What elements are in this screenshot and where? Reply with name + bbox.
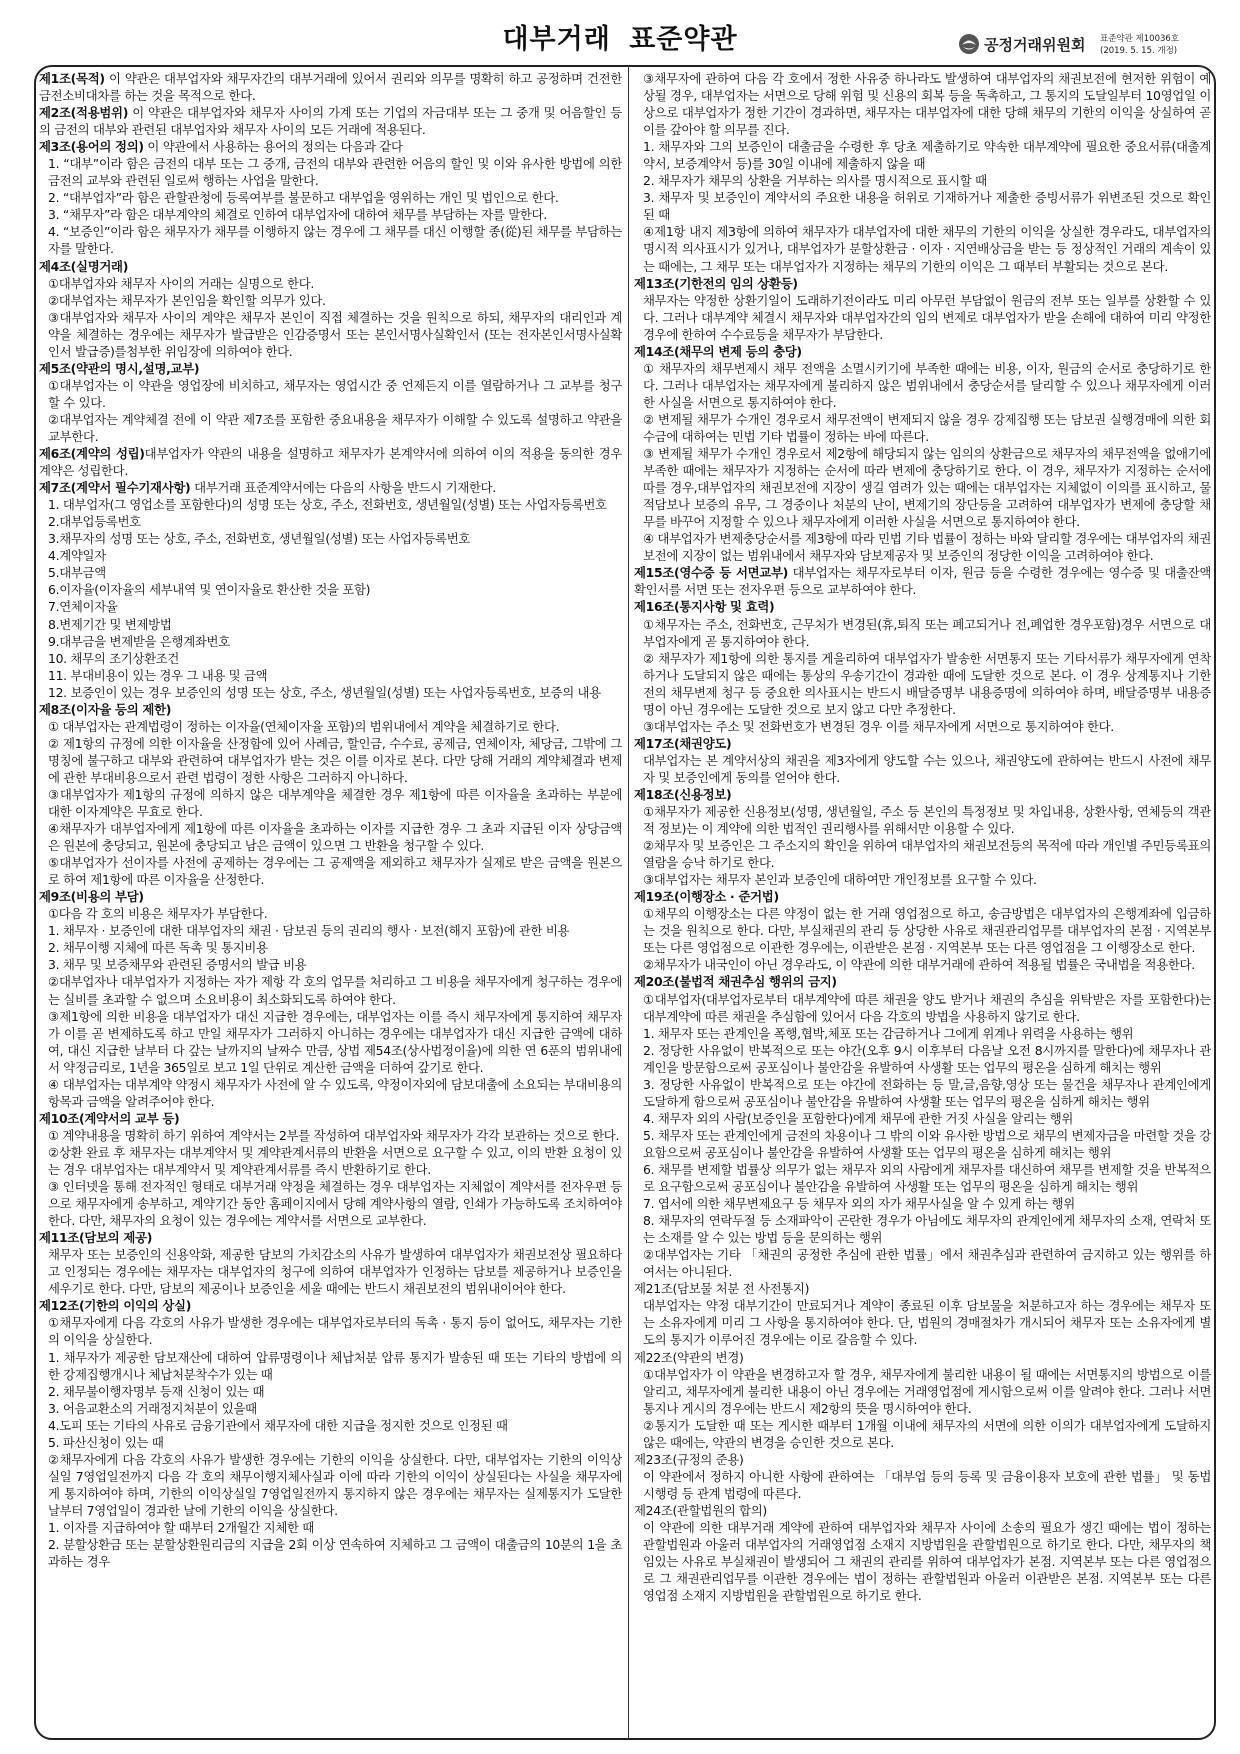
article-heading [38,888,622,905]
paragraph-text: ⑤대부업자가 선이자를 사전에 공제하는 경우에는 그 공제액을 제외하고 채무자가 실제로 받은 금액을 원본으로 하여 제1항에 따른 이자율을 산정한다. [48,855,622,888]
paragraph [38,564,622,581]
title-part-1: 대부거래 [502,24,611,55]
paragraph-text: 12. 보증인이 있는 경우 보증인의 성명 또는 상호, 주소, 생년월일(성별) 또는 사업자등록번호, 보증의 내용 [48,684,601,700]
paragraph [633,360,1211,411]
paragraph [633,1297,1211,1348]
article-title: 제11조(담보의 제공) [39,1230,153,1246]
article-heading [633,1502,1211,1519]
paragraph-text: 9.대부금을 변제받을 은행계좌번호 [48,633,230,649]
article-title: 제17조(채권양도) [634,735,732,751]
article-heading [38,479,622,496]
paragraph [38,650,622,667]
paragraph-text: ③대부업자는 주소 및 전화번호가 변경된 경우 이를 채무자에게 서면으로 통지하여야 한다. [643,718,1114,734]
article-title: 제24조(관할법원의 합의) [634,1502,767,1518]
paragraph-text: ②대부업자는 계약체결 전에 이 약관 제7조를 포함한 중요내용을 채무자가 이해할 수 있도록 설명하고 약관을 교부한다. [48,411,622,444]
paragraph [38,1400,622,1417]
paragraph-text: 이 약관은 대부업자와 채무자간의 대부거래에 있어서 권리와 의무를 명확히 하고 공정하며 건전한 금전소비대차를 하는 것을 목적으로 한다. [39,71,622,104]
column-divider [628,66,629,1738]
paragraph-text: 2. “대부업자”라 함은 관할관청에 등록여부를 불문하고 대부업을 영위하는 개인 및 법인으로 한다. [48,190,559,206]
paragraph-text: 3. “채무자”라 함은 대부계약의 체결로 인하여 대부업자에 대하여 채무를 부담하는 자를 말한다. [48,207,547,223]
paragraph-text: 3. 정당한 사유없이 반복적으로 또는 야간에 전화하는 등 말,글,음향,영상 또는 물건을 채무자나 관계인에게 도달하게 함으로써 공포심이나 불안감을 유발하여 사생활 또는 업무의 평온을 심하게 해치는 행위 [643,1076,1211,1109]
paragraph [633,445,1211,530]
paragraph [633,803,1211,837]
paragraph-text: ④ 대부업자가 변제충당순서를 제3항에 따라 민법 기타 법률이 정하는 바와 달리할 경우에는 대부업자의 채권보전에 지장이 없는 범위내에서 채무자와 담보제공자 및 보증인의 정당한 이익을 고려하여야 한다. [643,531,1211,564]
article-heading [38,1297,622,1314]
paragraph-text: 6. 채무를 변제할 법률상 의무가 없는 채무자 외의 사람에게 채무자를 대신하여 채무를 변제할 것을 반복적으로 요구함으로써 공포심이나 불안감을 유발하여 사생활 또는 업무의 평온을 심하게 해치는 행위 [643,1162,1211,1195]
paragraph-text: 이 약관에 의한 대부거래 계약에 관하여 대부업자와 채무자 사이에 소송의 필요가 생긴 때에는 법이 정하는 관할법원과 아울러 대부업자의 거래영업점 소재지 지방법원을 관할법원으로 하기로 한다. 다만, 채무자의 책임있는 사유로 부실채권이 발생되어 그 채권의 관리를 위하여 대부업자가 본점. 지역본부 또는 다른 영업점으로 그 채권관리업무를 이관한 경우에는 법이 정하는 관할법원과 아울러 이관받은 본점. 지역본부 또는 다른 영업점 소재지 지방법원을 관할법원으로 하기로 한다. [643,1519,1211,1604]
paragraph [38,905,622,922]
article-heading [633,598,1211,615]
paragraph [633,1468,1211,1502]
paragraph [633,1127,1211,1161]
paragraph [38,939,622,956]
paragraph-text: 대부업자는 약정 대부기간이 만료되거나 계약이 종료된 이후 담보물을 처분하고자 하는 경우에는 채무자 또는 소유자에게 미리 그 사항을 통지하여야 한다. 단, 법원의 경매절차가 개시되어 채무자 또는 소유자에게 별도의 통지가 이루어진 경우에는 이로 갈음할 수 있다. [643,1298,1211,1348]
page-header [0,0,1240,62]
paragraph-text: ④ 대부업자는 대부계약 약정시 채무자가 사전에 알 수 있도록, 약정이자외에 담보대출에 소요되는 부대비용의 항목과 금액을 알려주어야 한다. [48,1076,622,1109]
paragraph-text: ①대부업자(대부업자로부터 대부계약에 따른 채권을 양도 받거나 채권의 추심을 위탁받은 자를 포함한다)는 대부계약에 따른 채권을 추심함에 있어서 다음 각호의 방법을 사용하지 않기로 한다. [643,991,1211,1024]
paragraph [38,922,622,939]
paragraph-text: 대부업자는 채무자로부터 이자, 원금 등을 수령한 경우에는 영수증 및 대출잔액 확인서를 서면 또는 전자우편 등으로 교부하여야 한다. [634,565,1211,598]
paragraph-text: 11. 부대비용이 있는 경우 그 내용 및 금액 [48,667,268,683]
paragraph-text: 1. 채무자가 제공한 담보재산에 대하여 압류명령이나 체납처분 압류 통지가 발송된 때 또는 기타의 방법에 의한 강제집행개시나 체납처분착수가 있는 때 [48,1349,622,1382]
paragraph [38,1144,622,1178]
article-title: 제21조(담보물 처분 전 사전통지) [634,1281,810,1297]
paragraph [633,1366,1211,1417]
paragraph [38,1451,622,1519]
paragraph [633,1195,1211,1212]
article-title: 제4조(실명거래) [39,258,129,274]
paragraph [38,206,622,223]
paragraph-text: ② 변제될 채무가 수개인 경우로서 채무전액이 변제되지 않을 경우 강제집행 또는 담보권 실행경매에 의한 회수금에 대하여는 민법 기타 법률이 정하는 바에 따른다. [643,411,1211,444]
paragraph-text: 1. 대부업자(그 영업소를 포함한다)의 성명 또는 상호, 주소, 전화번호, 생년월일(성별) 또는 사업자등록번호 [48,497,607,513]
article-heading [633,1349,1211,1366]
paragraph [633,1076,1211,1110]
paragraph [38,1536,622,1570]
paragraph-text: ③제1항에 의한 비용을 대부업자가 대신 지급한 경우에는, 대부업자는 이를 즉시 채무자에게 통지하여 채무자가 이를 곧 변제하도록 하고 만일 채무자가 그러하지 아니하는 경우에는 대부업자가 대신 지급한 금액에 대하여, 대신 지급한 날부터 다 갚는 날까지의 날짜수 만큼, 상법 제54조(상사법정이율)에 의한 연 6푼의 범위내에서 약정금리로, 1년을 365일로 보고 1일 단위로 계산한 금액을 더하여 갚기로 한다. [48,1008,622,1075]
paragraph [633,1212,1211,1246]
article-title: 제9조(비용의 부담) [39,889,144,905]
revision-date: (2019. 5. 15. 개정) [1100,46,1178,56]
article-title: 제3조(용어의 정의) [39,139,144,155]
paragraph-text: ③대부업자는 채무자 본인과 보증인에 대하여만 개인정보를 요구할 수 있다. [643,872,1037,888]
paragraph [633,172,1211,189]
article-heading [38,1110,622,1127]
article-heading [38,104,622,138]
paragraph [633,752,1211,786]
paragraph [633,1025,1211,1042]
ftc-logo [958,33,1085,55]
paragraph [38,1178,622,1229]
article-heading [633,888,1211,905]
paragraph [38,854,622,888]
document-meta [1100,33,1179,57]
article-heading [38,1229,622,1246]
paragraph-text: 이 약관에서 사용하는 용어의 정의는 다음과 같다 [143,139,403,155]
paragraph-text: ①다음 각 호의 비용은 채무자가 부담한다. [48,906,268,922]
paragraph-text: 이 약관에서 정하지 아니한 사항에 관하여는 「대부업 등의 등록 및 금융이용자 보호에 관한 법률」 및 동법 시행령 등 관계 법령에 따른다. [643,1468,1211,1501]
article-heading [38,138,622,155]
paragraph-text: ③대부업자와 채무자 사이의 계약은 채무자 본인이 직접 체결하는 것을 원칙으로 하되, 채무자의 대리인과 계약을 체결하는 경우에는 채무자가 발급받은 인감증명서 또는 본인서명사실확인서 (또는 전자본인서명사실확인서 발급증)를첨부한 위임장에 의하여야 한다. [48,309,622,359]
paragraph-text: ①대부업자는 이 약관을 영업장에 비치하고, 채무자는 영업시간 중 언제든지 이를 열람하거나 그 교부를 청구할 수 있다. [48,377,622,410]
paragraph [38,377,622,411]
paragraph [38,275,622,292]
paragraph [38,292,622,309]
paragraph-text: ①채무의 이행장소는 다른 약정이 없는 한 거래 영업점으로 하고, 송금방법은 대부업자의 은행계좌에 입금하는 것을 원칙으로 한다. 다만, 부실채권의 관리 등 상당한 사유로 채권관리업무를 대부업자의 본점 · 지역본부 또는 다른 영업점으로 이관한 경우에는, 이관받은 본점 · 지역본부 또는 다른 영업점을 그 이행장소로 한다. [643,906,1211,956]
paragraph [633,1042,1211,1076]
paragraph [633,991,1211,1025]
article-heading [633,786,1211,803]
paragraph [38,155,622,189]
ftc-emblem-icon [958,33,980,55]
paragraph [38,1076,622,1110]
paragraph [633,223,1211,274]
paragraph [633,1161,1211,1195]
paragraph-text: 10. 채무의 조기상환조건 [48,650,180,666]
article-title: 제7조(계약서 필수기재사항) [39,480,191,496]
paragraph-text: 5. 채무자 또는 관계인에게 금전의 차용이나 그 밖의 이와 유사한 방법으로 채무의 변제자금을 마련할 것을 강요함으로써 공포심이나 불안감을 유발하여 사생활 또는 업무의 평온을 심하게 해치는 행위 [643,1127,1211,1160]
paragraph [38,684,622,701]
paragraph-text: 6.이자율(이자율의 세부내역 및 연이자율로 환산한 것을 포함) [48,582,371,598]
paragraph-text: 1. 채무자와 그의 보증인이 대출금을 수령한 후 당초 제출하기로 약속한 대부계약에 필요한 중요서류(대출계약서, 보증계약서 등)를 30일 이내에 제출하지 않을 때 [643,139,1211,172]
article-title: 제15조(영수증 등 서면교부) [634,565,788,581]
left-column [38,70,622,1734]
paragraph-text: 이 약관은 대부업자와 채무자 사이의 가계 또는 기업의 자금대부 또는 그 중개 및 어음할인 등의 금전의 대부와 관련된 대부업자와 채무자 사이의 모든 거래에 적용된다. [39,105,622,138]
paragraph-text: 채무자 또는 보증인의 신용악화, 제공한 담보의 가치감소의 사유가 발생하여 대부업자가 채권보전상 필요하다고 인정되는 경우에는 채무자는 대부업자의 청구에 의하여 대부업자가 인정하는 담보를 제공하거나 보증인을 세우기로 한다. 다만, 담보의 제공이나 보증인을 세울 때에는 반드시 채권보전의 범위내이어야 한다. [48,1247,622,1297]
paragraph [633,718,1211,735]
paragraph-text: 2.대부업등록번호 [48,514,141,530]
paragraph-text: ②대부업자는 채무자가 본인임을 확인할 의무가 있다. [48,292,326,308]
paragraph [38,547,622,564]
doc-number: 표준약관 제10036호 [1100,34,1180,44]
paragraph [633,1519,1211,1604]
paragraph [38,309,622,360]
paragraph-text: ②대부업자나 대부업자가 지정하는 자가 제항 각 호의 업무를 처리하고 그 비용을 채무자에게 청구하는 경우에는 실비를 초과할 수 없으며 소요비용이 최소화되도록 하여야 한다. [48,974,622,1007]
paragraph [38,735,622,786]
paragraph [633,905,1211,956]
paragraph-text: 대부업자가 약관의 내용을 설명하고 채무자가 본계약서에 의하여 이의 적용을 동의한 경우 계약은 성립한다. [39,446,622,479]
paragraph [38,598,622,615]
paragraph-text: ①채무자에게 다음 각호의 사유가 발생한 경우에는 대부업자로부터의 독촉 · 통지 등이 없어도, 채무자는 기한의 이익을 상실한다. [48,1315,622,1348]
paragraph [633,138,1211,172]
paragraph [38,1314,622,1348]
paragraph [633,1417,1211,1451]
paragraph-text: 4. “보증인”이라 함은 채무자가 채무를 이행하지 않는 경우에 그 채무를 대신 이행할 종(從)된 채무를 부담하는 자를 말한다. [48,224,622,257]
paragraph-text: 2. 채무자가 채무의 상환을 거부하는 의사를 명시적으로 표시할 때 [643,173,987,189]
paragraph [633,616,1211,650]
paragraph-text: 대부거래 표준계약서에는 다음의 사항을 반드시 기재한다. [190,480,496,496]
paragraph-text: ③ 변제될 채무가 수개인 경우로서 제2항에 해당되지 않는 임의의 상환금으로 채무자의 채무전액을 없애기에 부족한 때에는 채무자가 지정하는 순서에 따라 변제에 충당하기로 한다. 이 경우, 채무자가 지정하는 순서에 따를 경우,대부업자의 채권보전에 지장이 생길 염려가 있는 때에는 대부업자는 지체없이 이의를 표시하고, 물적담보나 보증의 유무, 그 경중이나 처분의 난이, 변제기의 장단등을 고려하여 대부업자가 변제에 충당할 채무를 바꾸어 지정할 수 있으나 채무자에게 이러한 사실을 서면으로 통지하여야 한다. [643,446,1211,530]
paragraph [38,411,622,445]
paragraph [633,189,1211,223]
paragraph-text: 3. 채무 및 보증채무와 관련된 증명서의 발급 비용 [48,957,307,973]
article-heading [38,360,622,377]
paragraph-text: 4.계약일자 [48,548,106,564]
paragraph-text: ②상환 완료 후 채무자는 대부계약서 및 계약관계서류의 반환을 서면으로 요구할 수 있고, 이의 반환 요청이 있는 경우 대부업자는 대부계약서 및 계약관계서류를 즉시 반환하기로 한다. [48,1144,622,1177]
paragraph [633,650,1211,718]
paragraph [38,513,622,530]
paragraph-text: 3.채무자의 성명 또는 상호, 주소, 전화번호, 생년월일(성별) 또는 사업자등록번호 [48,531,471,547]
paragraph-text: ②대부업자는 기타 「채권의 공정한 추심에 관한 법률」에서 채권추심과 관련하여 금지하고 있는 행위를 하여서는 아니된다. [643,1247,1211,1280]
paragraph-text: 7.연체이자율 [48,599,118,615]
paragraph [38,718,622,735]
paragraph-text: ① 채무자의 채무변제시 채무 전액을 소멸시키기에 부족한 때에는 비용, 이자, 원금의 순서로 충당하기로 한다. 그러나 대부업자는 채무자에게 불리하지 않은 범위내에서 충당순서를 달리할 수 있으나 채무자에게 이러한 사실을 서면으로 통지하여야 한다. [643,360,1211,410]
article-heading [38,258,622,275]
paragraph-text: ③대부업자가 제1항의 규정에 의하지 않은 대부계약을 체결한 경우 제1항에 따른 이자율을 초과하는 부분에 대한 이자계약은 무효로 한다. [48,786,622,820]
paragraph-text: 4. 채무자 외의 사람(보증인을 포함한다)에게 채무에 관한 거짓 사실을 알리는 행위 [643,1110,1074,1126]
paragraph [38,1383,622,1400]
paragraph [633,292,1211,343]
paragraph-text: 1. “대부”이라 함은 금전의 대부 또는 그 중개, 금전의 대부와 관련한 어음의 할인 및 이와 유사한 방법에 의한 금전의 교부와 관련된 일로써 행하는 사업을 말한다. [48,156,622,189]
paragraph [38,1434,622,1451]
paragraph [38,973,622,1007]
article-heading [38,701,622,718]
article-title: 제5조(약관의 명시,설명,교부) [39,360,200,376]
article-heading [633,275,1211,292]
paragraph [38,956,622,973]
paragraph [38,1008,622,1076]
paragraph [633,411,1211,445]
article-title: 제20조(불법적 채권추심 행위의 금지) [634,974,837,990]
paragraph-text: 4.도피 또는 기타의 사유로 금융기관에서 채무자에 대한 지급을 정지한 것으로 인정된 때 [48,1417,508,1433]
paragraph [38,1349,622,1383]
article-title: 제18조(신용정보) [634,786,732,802]
article-heading [633,1451,1211,1468]
paragraph-text: 8. 채무자의 연락두절 등 소재파악이 곤란한 경우가 아님에도 채무자의 관계인에게 채무자의 소재, 연락처 또는 소재를 알 수 있는 방법 등을 문의하는 행위 [643,1213,1211,1246]
article-heading [38,70,622,104]
article-title: 제2조(적용범위) [39,105,129,121]
org-name: 공정거래위원회 [984,35,1086,54]
paragraph-text: 2. 채무불이행자명부 등재 신청이 있는 때 [48,1383,265,1399]
paragraph [38,1519,622,1536]
paragraph [633,871,1211,888]
paragraph [633,1246,1211,1280]
paragraph-text: ②채무자 및 보증인은 그 주소지의 확인을 위하여 대부업자의 채권보전등의 목적에 따라 개인별 주민등록표의 열람을 승낙 하기로 한다. [643,838,1211,871]
article-title: 제1조(목적) [39,71,105,86]
paragraph [38,1246,622,1297]
paragraph-text: 채무자는 약정한 상환기일이 도래하기전이라도 미리 아무런 부담없이 원금의 전부 또는 일부를 상환할 수 있다. 그러나 대부계약 체결시 채무자와 대부업자간의 임의 변제로 대부업자가 받을 손해에 대하여 미리 약정한 경우에 한하여 수수료등을 채무자가 부담한다. [643,292,1211,342]
paragraph-text: ① 계약내용을 명확히 하기 위하여 계약서는 2부를 작성하여 대부업자와 채무자가 각각 보관하는 것으로 한다. [48,1127,620,1143]
paragraph [38,667,622,684]
article-heading [38,445,622,479]
paragraph-text: ④제1항 내지 제3항에 의하여 채무자가 대부업자에 대한 채무의 기한의 이익을 상실한 경우라도, 대부업자의 명시적 의사표시가 있거나, 대부업자가 분할상환금 · 이자 · 지연배상금을 받는 등 정상적인 거래의 계속이 있는 때에는, 그 채무 또는 대부업자가 지정하는 채무의 기한의 이익은 그 때부터 부활되는 것으로 본다. [643,224,1211,274]
paragraph-text: ①대부업자가 이 약관을 변경하고자 할 경우, 채무자에게 불리한 내용이 될 때에는 서면통지의 방법으로 이를 알리고, 채무자에게 불리한 내용이 아닌 경우에는 거래영업점에 게시함으로써 이를 알려야 한다. 그러나 서면통지나 게시의 경우에는 반드시 제2항의 뜻을 명시하여야 한다. [643,1366,1211,1416]
paragraph-text: 7. 엽서에 의한 채무변제요구 등 채무자 외의 자가 채무사실을 알 수 있게 하는 행위 [643,1196,1075,1212]
paragraph [38,616,622,633]
paragraph-text: 3. 채무자 및 보증인이 계약서의 주요한 내용을 허위로 기재하거나 제출한 증빙서류가 위변조된 것으로 확인된 때 [643,190,1211,223]
paragraph [38,1127,622,1144]
paragraph [38,633,622,650]
article-title: 제23조(규정의 준용) [634,1451,744,1467]
article-heading [633,735,1211,752]
paragraph-text: 5.대부금액 [48,565,106,581]
paragraph-text: ①채무자는 주소, 전화번호, 근무처가 변경된(휴,퇴직 또는 폐고되거나 전,폐업한 경우포함)경우 서면으로 대부업자에게 곧 통지하여야 한다. [643,616,1211,649]
paragraph [38,530,622,547]
paragraph-text: 2. 분할상환금 또는 분할상환원리금의 지급을 2회 이상 연속하여 지체하고 그 금액이 대출금의 10분의 1을 초과하는 경우 [48,1537,622,1570]
paragraph [38,189,622,206]
paragraph [38,223,622,257]
article-title: 제10조(계약서의 교부 등) [39,1110,180,1126]
paragraph [633,956,1211,973]
paragraph-text: 5. 파산신청이 있는 때 [48,1434,164,1450]
paragraph-text: 2. 정당한 사유없이 반복적으로 또는 야간(오후 9시 이후부터 다음날 오전 8시까지를 말한다)에 채무자나 관계인을 방문함으로써 공포심이나 불안감을 유발하여 사생활 또는 업무의 평온을 심하게 해치는 행위 [643,1042,1211,1075]
article-title: 제19조(이행장소 · 준거법) [634,889,779,905]
paragraph [633,70,1211,138]
paragraph-text: ②통지가 도달한 때 또는 게시한 때부터 1개월 이내에 채무자의 서면에 의한 이의가 대부업자에게 도달하지 않은 때에는, 약관의 변경을 승인한 것으로 본다. [643,1417,1211,1450]
paragraph-text: ①대부업자와 채무자 사이의 거래는 실명으로 한다. [48,275,315,291]
title-part-2: 표준약관 [629,24,738,55]
paragraph-text: ① 대부업자는 관계법령이 정하는 이자율(연체이자율 포함)의 범위내에서 계약을 체결하기로 한다. [48,718,560,734]
article-title: 제16조(통지사항 및 효력) [634,599,775,615]
article-title: 제6조(계약의 성립) [39,446,145,462]
paragraph-text: 8.변제기간 및 변제방법 [48,616,172,632]
article-heading [633,564,1211,598]
paragraph-text: ③ 인터넷을 통해 전자적인 형태로 대부거래 약정을 체결하는 경우 대부업자는 지체없이 계약서를 전자우편 등으로 채무자에게 송부하고, 계약기간 동안 홈페이지에서 당해 계약사항의 열람, 인쇄가 가능하도록 조치하여야 한다. 다만, 채무자의 요청이 있는 경우에는 계약서를 서면으로 교부한다. [48,1179,622,1229]
paragraph [633,530,1211,564]
paragraph [38,1417,622,1434]
article-title: 제22조(약관의 변경) [634,1349,744,1365]
paragraph-text: 1. 채무자 또는 관계인을 폭행,협박,체포 또는 감금하거나 그에게 위계나 위력을 사용하는 행위 [643,1025,1134,1041]
paragraph-text: ②채무자가 내국인이 아닌 경우라도, 이 약관에 의한 대부거래에 관하여 적용될 법률은 국내법을 적용한다. [643,957,1195,973]
paragraph [633,837,1211,871]
paragraph-text: ② 채무자가 제1항에 의한 통지를 게을리하여 대부업자가 발송한 서면통지 또는 기타서류가 채무자에게 연착하거나 도달되지 않은 때에는 통상의 우송기간이 경과한 때에 도달한 것으로 본다. 이 경우 상계통지나 기한전의 채무변제 청구 등 중요한 의사표시는 반드시 배달증명부 내용증명에 의하여야 하며, 배달증명부 내용증명이 아닌 경우에는 도달한 것으로 보지 않고 다만 추정한다. [643,650,1211,717]
paragraph [38,581,622,598]
article-title: 제14조(채무의 변제 등의 충당) [634,343,802,359]
paragraph-text: 1. 이자를 지급하여야 할 때부터 2개월간 지체한 때 [48,1519,314,1535]
article-heading [633,1280,1211,1297]
article-title: 제12조(기한의 이익의 상실) [39,1298,192,1314]
paragraph-text: ④채무자가 대부업자에게 제1항에 따른 이자율을 초과하는 이자를 지급한 경우 그 초과 지급된 이자 상당금액은 원본에 충당되고, 원본에 충당되고 남은 금액이 있으면 그 반환을 청구할 수 있다. [48,821,622,854]
article-heading [633,973,1211,990]
paragraph-text: 3. 어음교환소의 거래정지처분이 있을때 [48,1400,257,1416]
article-heading [633,343,1211,360]
paragraph [633,1110,1211,1127]
article-title: 제13조(기한전의 임의 상환등) [634,275,798,291]
paragraph [38,496,622,513]
right-column [633,70,1211,1734]
paragraph-text: ②채무자에게 다음 각호의 사유가 발생한 경우에는 기한의 이익을 상실한다. 다만, 대부업자는 기한의 이익상실일 7영업일전까지 다음 각 호의 채무이행지체사실과 이에 따라 기한의 이익이 상실된다는 사실을 채무자에게 통지하여야 하며, 기한의 이익상실일 7영업일전까지 통지하지 않은 경우에는 채무자는 실제통지가 도달한 날부터 7영업일이 경과한 날에 기한의 이익을 상실한다. [48,1451,622,1518]
paragraph-text: 2. 채무이행 지체에 따른 독촉 및 통지비용 [48,940,268,956]
paragraph-text: ③채무자에 관하여 다음 각 호에서 정한 사유중 하나라도 발생하여 대부업자의 채권보전에 현저한 위험이 예상될 경우, 대부업자는 서면으로 당해 위험 및 신용의 회복 등을 독촉하고, 그 통지의 도달일부터 10영업일 이상으로 대부업자가 정한 기간이 경과하면, 채무자는 대부업자에 대한 당해 채무의 기한의 이익을 상실하여 곧 이를 갚아야 할 의무를 진다. [643,71,1211,138]
paragraph [38,820,622,854]
article-title: 제8조(이자율 등의 제한) [39,701,172,717]
paragraph-text: 1. 채무자 · 보증인에 대한 대부업자의 채권 · 담보권 등의 권리의 행사 · 보전(해지 포함)에 관한 비용 [48,923,570,939]
paragraph-text: 대부업자는 본 계약서상의 채권을 제3자에게 양도할 수는 있으나, 채권양도에 관하여는 반드시 사전에 채무자 및 보증인에게 동의를 얻어야 한다. [643,752,1211,785]
paragraph-text: ①채무자가 제공한 신용정보(성명, 생년월일, 주소 등 본인의 특정정보 및 차입내용, 상환사항, 연체등의 객관적 정보)는 이 계약에 의한 법적인 권리행사를 위해서만 이용할 수 있다. [643,804,1211,837]
paragraph [38,786,622,820]
paragraph-text: ② 제1항의 규정에 의한 이자율을 산정함에 있어 사례금, 할인금, 수수료, 공제금, 연체이자, 체당금, 그밖에 그 명칭에 불구하고 대부와 관련하여 대부업자가 받는 것은 이를 이자로 본다. 다만 당해 거래의 계약체결과 변제에 관한 부대비용으로서 관련 법령이 정한 사항은 그러하지 아니하다. [48,735,622,785]
